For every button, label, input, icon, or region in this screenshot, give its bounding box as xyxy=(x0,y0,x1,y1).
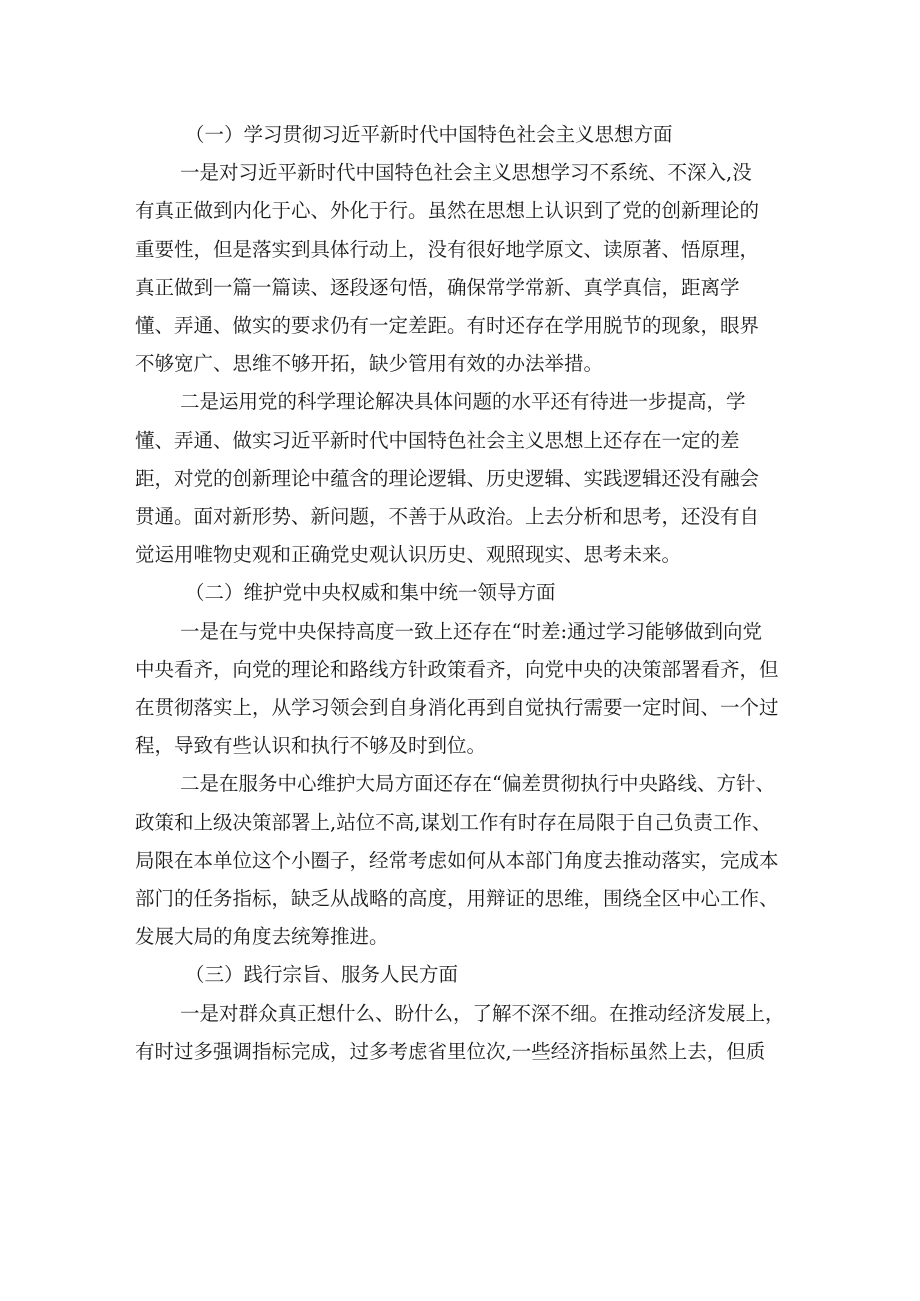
text-line: 一是对群众真正想什么、盼什么，了解不深不细。在推动经济发展上， xyxy=(180,1001,785,1025)
text-line: 中央看齐，向党的理论和路线方针政策看齐，向党中央的决策部署看齐，但 xyxy=(135,657,779,681)
text-line: 一是对习近平新时代中国特色社会主义思想学习不系统、不深入,没 xyxy=(180,161,752,185)
section-heading: （二）维护党中央权威和集中统一领导方面 xyxy=(185,581,556,605)
text-line: 政策和上级决策部署上,站位不高,谋划工作有时存在局限于自己负责工作、 xyxy=(135,810,772,834)
text-line: 不够宽广、思维不够开拓，缺少管用有效的办法举措。 xyxy=(135,352,604,376)
paragraph xyxy=(135,995,802,1071)
text-line: 二是在服务中心维护大局方面还存在“偏差贯彻执行中央路线、方针、 xyxy=(180,772,775,796)
paragraph xyxy=(135,154,802,383)
text-line: 贯通。面对新形势、新问题，不善于从政治。上去分析和思考，还没有自 xyxy=(135,505,760,529)
paragraph xyxy=(135,613,802,766)
text-line: 觉运用唯物史观和正确党史观认识历史、观照现实、思考未来。 xyxy=(135,543,682,567)
text-line: 发展大局的角度去统筹推进。 xyxy=(135,925,389,949)
text-line: 懂、弄通、做实的要求仍有一定差距。有时还存在学用脱节的现象，眼界 xyxy=(135,314,760,338)
text-line: 二是运用党的科学理论解决具体问题的水平还有待进一步提高，学 xyxy=(180,390,746,414)
text-line: 距，对党的创新理论中蕴含的理论逻辑、历史逻辑、实践逻辑还没有融会 xyxy=(135,466,760,490)
paragraph xyxy=(135,765,802,956)
text-line: 真正做到一篇一篇读、逐段逐句悟，确保常学常新、真学真信，距离学 xyxy=(135,275,740,299)
text-line: 在贯彻落实上，从学习领会到自身消化再到自觉执行需要一定时间、一个过 xyxy=(135,696,779,720)
text-line: 一是在与党中央保持高度一致上还存在“时差:通过学习能够做到向党 xyxy=(180,619,763,643)
text-line: 重要性，但是落实到具体行动上，没有很好地学原文、读原著、悟原理， xyxy=(135,237,760,261)
text-line: 懂、弄通、做实习近平新时代中国特色社会主义思想上还存在一定的差 xyxy=(135,428,740,452)
text-line: 部门的任务指标，缺乏从战略的高度，用辩证的思维，围绕全区中心工作、 xyxy=(135,887,779,911)
section-heading: （一）学习贯彻习近平新时代中国特色社会主义思想方面 xyxy=(185,123,673,146)
paragraph xyxy=(135,383,802,574)
text-line: 有时过多强调指标完成，过多考虑省里位次,一些经济指标虽然上去，但质 xyxy=(135,1039,766,1063)
text-line: 局限在本单位这个小圈子，经常考虑如何从本部门角度去推动落实，完成本 xyxy=(135,848,779,872)
text-line: 有真正做到内化于心、外化于行。虽然在思想上认识到了党的创新理论的 xyxy=(135,199,760,223)
section-heading: （三）践行宗旨、服务人民方面 xyxy=(185,963,459,987)
text-line: 程，导致有些认识和执行不够及时到位。 xyxy=(135,734,487,758)
